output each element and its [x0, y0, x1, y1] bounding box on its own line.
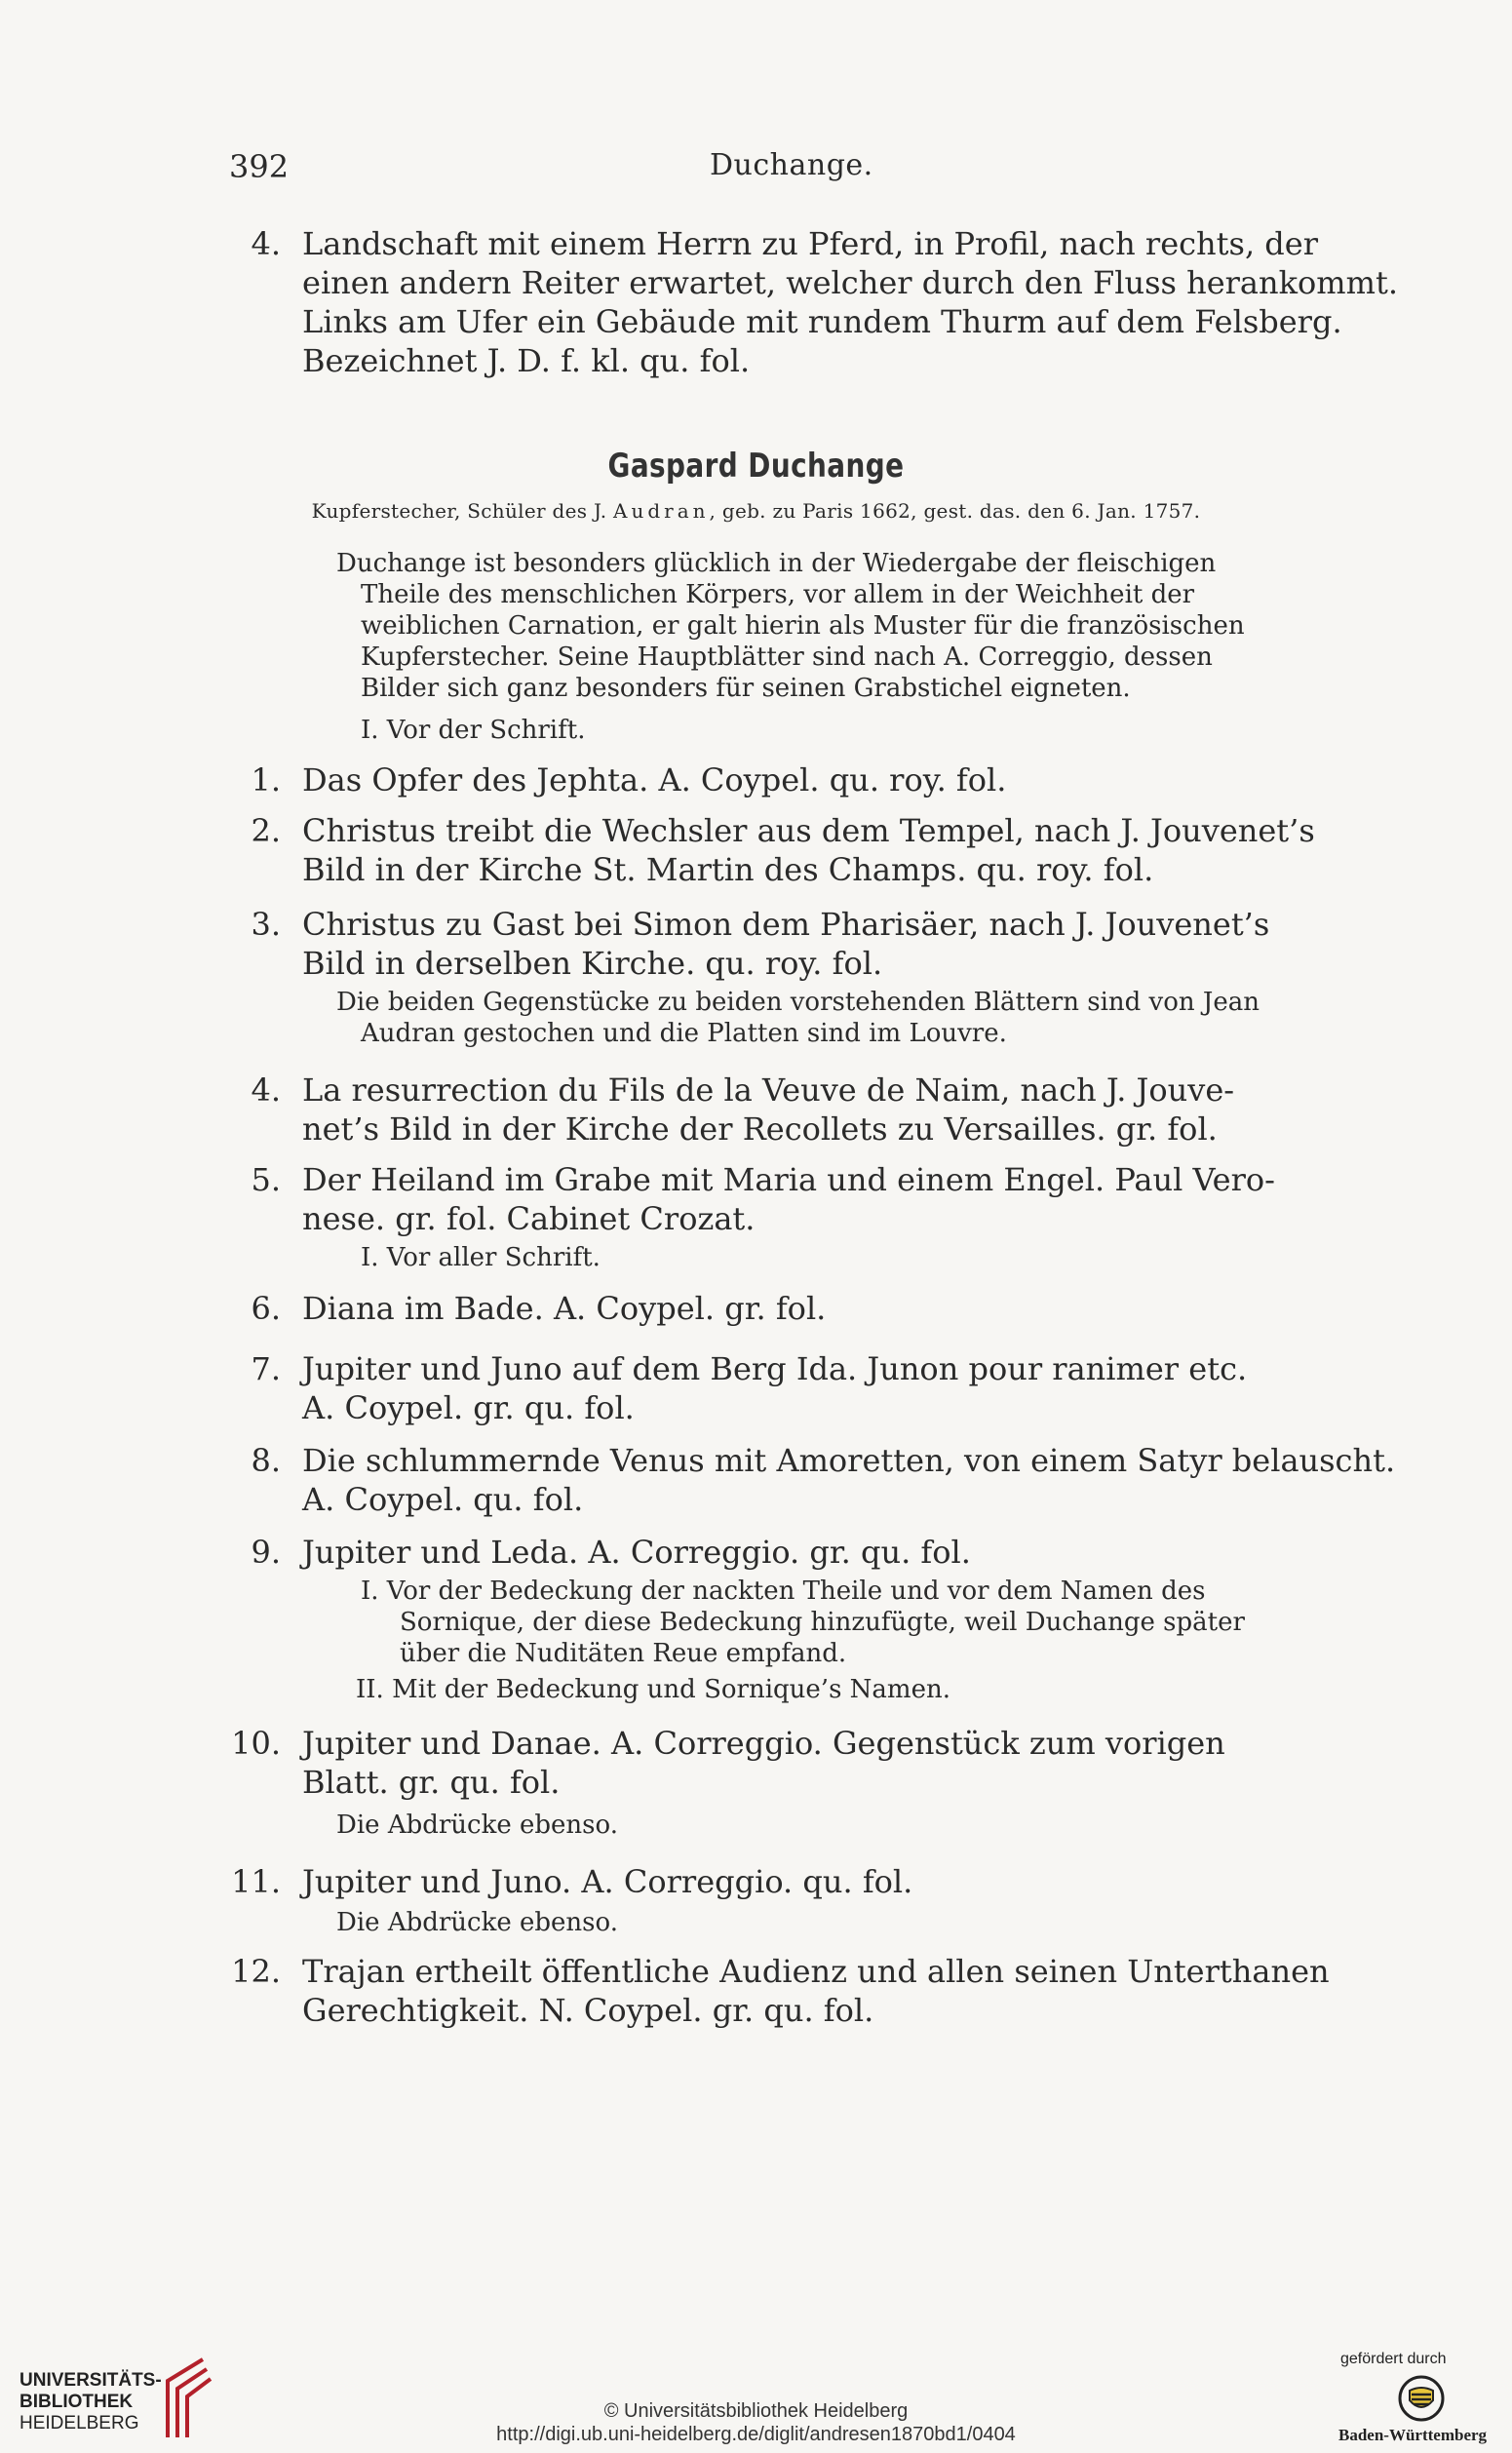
prev-entry-number: 4.: [251, 225, 281, 262]
entry-line: Trajan ertheilt öffentliche Audienz und allen seinen Unterthanen: [302, 1953, 1330, 1990]
subtitle-name: Audran: [613, 499, 710, 523]
footer-url[interactable]: http://digi.ub.uni-heidelberg.de/diglit/andresen1870bd1/0404: [496, 2424, 1016, 2445]
entry-line: Christus treibt die Wechsler aus dem Tempel, nach J. Jouvenet’s: [302, 812, 1315, 849]
entry-line: A. Coypel. qu. fol.: [302, 1481, 584, 1518]
funded-by-label: gefördert durch: [1340, 2351, 1447, 2367]
subtitle-text: Kupferstecher, Schüler des J.: [311, 499, 614, 523]
section-subtitle: [0, 499, 1512, 523]
entry-note: über die Nuditäten Reue empfand.: [400, 1639, 847, 1668]
entry-note: II. Mit der Bedeckung und Sornique’s Namen.: [356, 1675, 950, 1704]
entry-line: Christus zu Gast bei Simon dem Pharisäer, nach J. Jouvenet’s: [302, 906, 1270, 943]
entry-number: 6.: [251, 1290, 281, 1327]
entry-number: 8.: [251, 1442, 281, 1479]
entry-note: I. Vor aller Schrift.: [361, 1243, 601, 1272]
entry-number: 5.: [251, 1161, 281, 1198]
entry-note: Die Abdrücke ebenso.: [336, 1811, 618, 1840]
entry-line: Jupiter und Leda. A. Correggio. gr. qu. fol.: [302, 1534, 971, 1571]
running-title: Duchange.: [710, 148, 873, 182]
library-name-line: UNIVERSITÄTS-: [19, 2370, 162, 2391]
library-name-line: BIBLIOTHEK: [19, 2392, 134, 2412]
entry-number: 12.: [231, 1953, 281, 1990]
entry-line: Jupiter und Juno auf dem Berg Ida. Junon pour ranimer etc.: [302, 1350, 1248, 1387]
footer-copyright: © Universitätsbibliothek Heidelberg: [603, 2400, 909, 2422]
intro-line: Duchange ist besonders glücklich in der Wiedergabe der fleischigen: [336, 549, 1217, 578]
prev-entry-line: Bezeichnet J. D. f. kl. qu. fol.: [302, 342, 751, 379]
entry-number: 9.: [251, 1534, 281, 1571]
entry-line: Bild in der Kirche St. Martin des Champs. qu. roy. fol.: [302, 851, 1154, 888]
entry-number: 7.: [251, 1350, 281, 1387]
entry-note: Die beiden Gegenstücke zu beiden vorstehenden Blättern sind von Jean: [336, 988, 1260, 1017]
intro-line: Theile des menschlichen Körpers, vor allem in der Weichheit der: [361, 580, 1195, 609]
page-number: 392: [229, 148, 290, 185]
entry-line: Der Heiland im Grabe mit Maria und einem Engel. Paul Vero-: [302, 1161, 1275, 1198]
subtitle-text: , geb. zu Paris 1662, gest. das. den 6. Jan. 1757.: [709, 499, 1201, 523]
entry-number: 2.: [251, 812, 281, 849]
entry-number: 3.: [251, 906, 281, 943]
entry-line: La resurrection du Fils de la Veuve de Naim, nach J. Jouve-: [302, 1071, 1235, 1109]
entry-note: Die Abdrücke ebenso.: [336, 1908, 618, 1937]
entry-line: Jupiter und Danae. A. Correggio. Gegenstück zum vorigen: [302, 1725, 1225, 1762]
entry-line: Das Opfer des Jephta. A. Coypel. qu. roy. fol.: [302, 761, 1007, 798]
entry-line: Diana im Bade. A. Coypel. gr. fol.: [302, 1290, 827, 1327]
intro-line: Kupferstecher. Seine Hauptblätter sind nach A. Correggio, dessen: [361, 642, 1213, 672]
prev-entry-line: einen andern Reiter erwartet, welcher durch den Fluss herankommt.: [302, 264, 1398, 301]
entry-number: 10.: [231, 1725, 281, 1762]
entry-number: 4.: [251, 1071, 281, 1109]
entry-line: A. Coypel. gr. qu. fol.: [302, 1389, 635, 1426]
entry-line: nese. gr. fol. Cabinet Crozat.: [302, 1200, 756, 1237]
entry-line: Blatt. gr. qu. fol.: [302, 1764, 561, 1801]
funder-name: Baden-Württemberg: [1338, 2426, 1488, 2444]
library-name-line: HEIDELBERG: [19, 2413, 139, 2434]
entry-line: net’s Bild in der Kirche der Recollets zu Versailles. gr. fol.: [302, 1110, 1218, 1148]
prev-entry-line: Links am Ufer ein Gebäude mit rundem Thurm auf dem Felsberg.: [302, 303, 1342, 340]
entry-note: Sornique, der diese Bedeckung hinzufügte, weil Duchange später: [400, 1608, 1245, 1637]
state-label: I. Vor der Schrift.: [361, 716, 586, 745]
entry-line: Die schlummernde Venus mit Amoretten, von einem Satyr belauscht.: [302, 1442, 1396, 1479]
section-title: Gaspard Duchange: [607, 447, 905, 486]
entry-note: Audran gestochen und die Platten sind im Louvre.: [361, 1019, 1007, 1048]
intro-line: Bilder sich ganz besonders für seinen Grabstichel eigneten.: [361, 674, 1131, 703]
entry-line: Gerechtigkeit. N. Coypel. gr. qu. fol.: [302, 1992, 874, 2029]
prev-entry-line: Landschaft mit einem Herrn zu Pferd, in Profil, nach rechts, der: [302, 225, 1318, 262]
state-crest-icon: [1396, 2373, 1447, 2424]
entry-note: I. Vor der Bedeckung der nackten Theile und vor dem Namen des: [361, 1577, 1206, 1606]
entry-line: Bild in derselben Kirche. qu. roy. fol.: [302, 945, 883, 982]
entry-number: 1.: [251, 761, 281, 798]
entry-number: 11.: [231, 1863, 281, 1900]
intro-line: weiblichen Carnation, er galt hierin als Muster für die französischen: [361, 611, 1245, 641]
entry-line: Jupiter und Juno. A. Correggio. qu. fol.: [302, 1863, 913, 1900]
